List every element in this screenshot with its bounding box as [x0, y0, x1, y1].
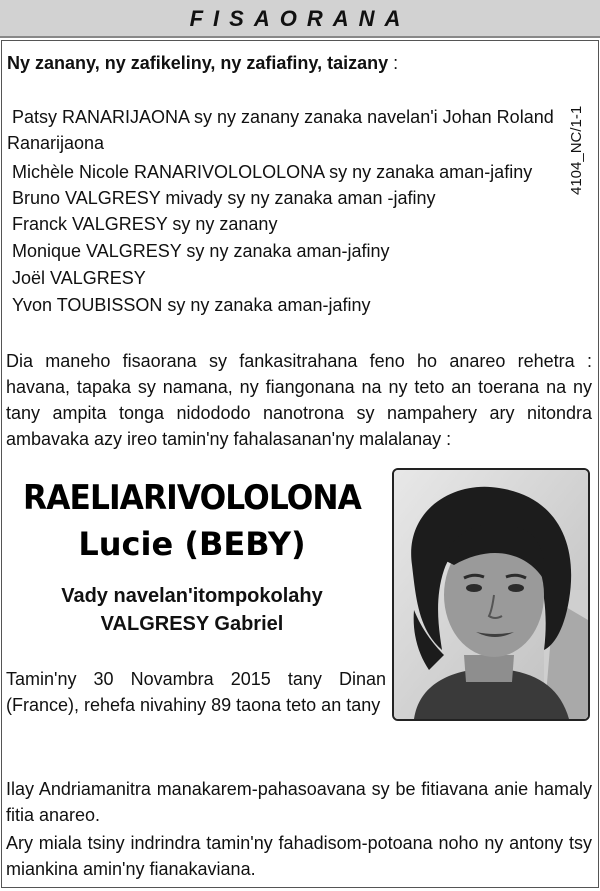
spouse-line: Vady navelan'itompokolahy: [61, 585, 323, 607]
closing-apology: Ary miala tsiny indrindra tamin'ny fahadisom-potoana noho ny antony tsy miankina amin'ny fianakaviana.: [6, 833, 592, 879]
intro-colon: :: [388, 53, 399, 73]
family-line: Joël VALGRESY: [12, 268, 146, 288]
page-title: FISAORANA: [0, 0, 600, 38]
family-line: Monique VALGRESY sy ny zanaka aman-jafiny: [12, 241, 390, 261]
reference-code: 4104_NC/1-1: [568, 105, 585, 195]
deceased-given-name: Lucie (BEBY): [78, 525, 306, 563]
intro-line: [7, 50, 398, 76]
portrait-photo: [392, 468, 590, 721]
family-line: Ranarijaona: [7, 133, 105, 153]
deceased-surname: RAELIARIVOLOLONA: [23, 478, 361, 518]
thanks-paragraph: Dia maneho fisaorana sy fankasitrahana feno ho anareo rehetra : havana, tapaka sy namana, ny fiangonana na ny teto an toerana na ny tany ampita tonga nidododo nanotrona sy nampahery ary nitondra ambavaka azy ireo tamin'ny fahalasanan'ny malalanay :: [6, 351, 592, 449]
death-details: Tamin'ny 30 Novambra 2015 tany Dinan (France), rehefa nivahiny 89 taona teto an tany: [6, 669, 386, 715]
family-line: Michèle Nicole RANARIVOLOLOLONA sy ny zanaka aman-jafiny: [12, 162, 533, 182]
closing-blessing: Ilay Andriamanitra manakarem-pahasoavana sy be fitiavana anie hamaly fitia anareo.: [6, 779, 592, 825]
portrait-icon: [394, 470, 588, 719]
family-line: Franck VALGRESY sy ny zanany: [12, 214, 278, 234]
spouse-name: VALGRESY Gabriel: [100, 613, 284, 635]
family-line: Bruno VALGRESY mivady sy ny zanaka aman -jafiny: [12, 188, 436, 208]
family-line: Yvon TOUBISSON sy ny zanaka aman-jafiny: [12, 295, 371, 315]
intro-text: Ny zanany, ny zafikeliny, ny zafiafiny, taizany: [7, 53, 389, 73]
family-line: Patsy RANARIJAONA sy ny zanany zanaka navelan'i Johan Roland: [12, 107, 554, 127]
